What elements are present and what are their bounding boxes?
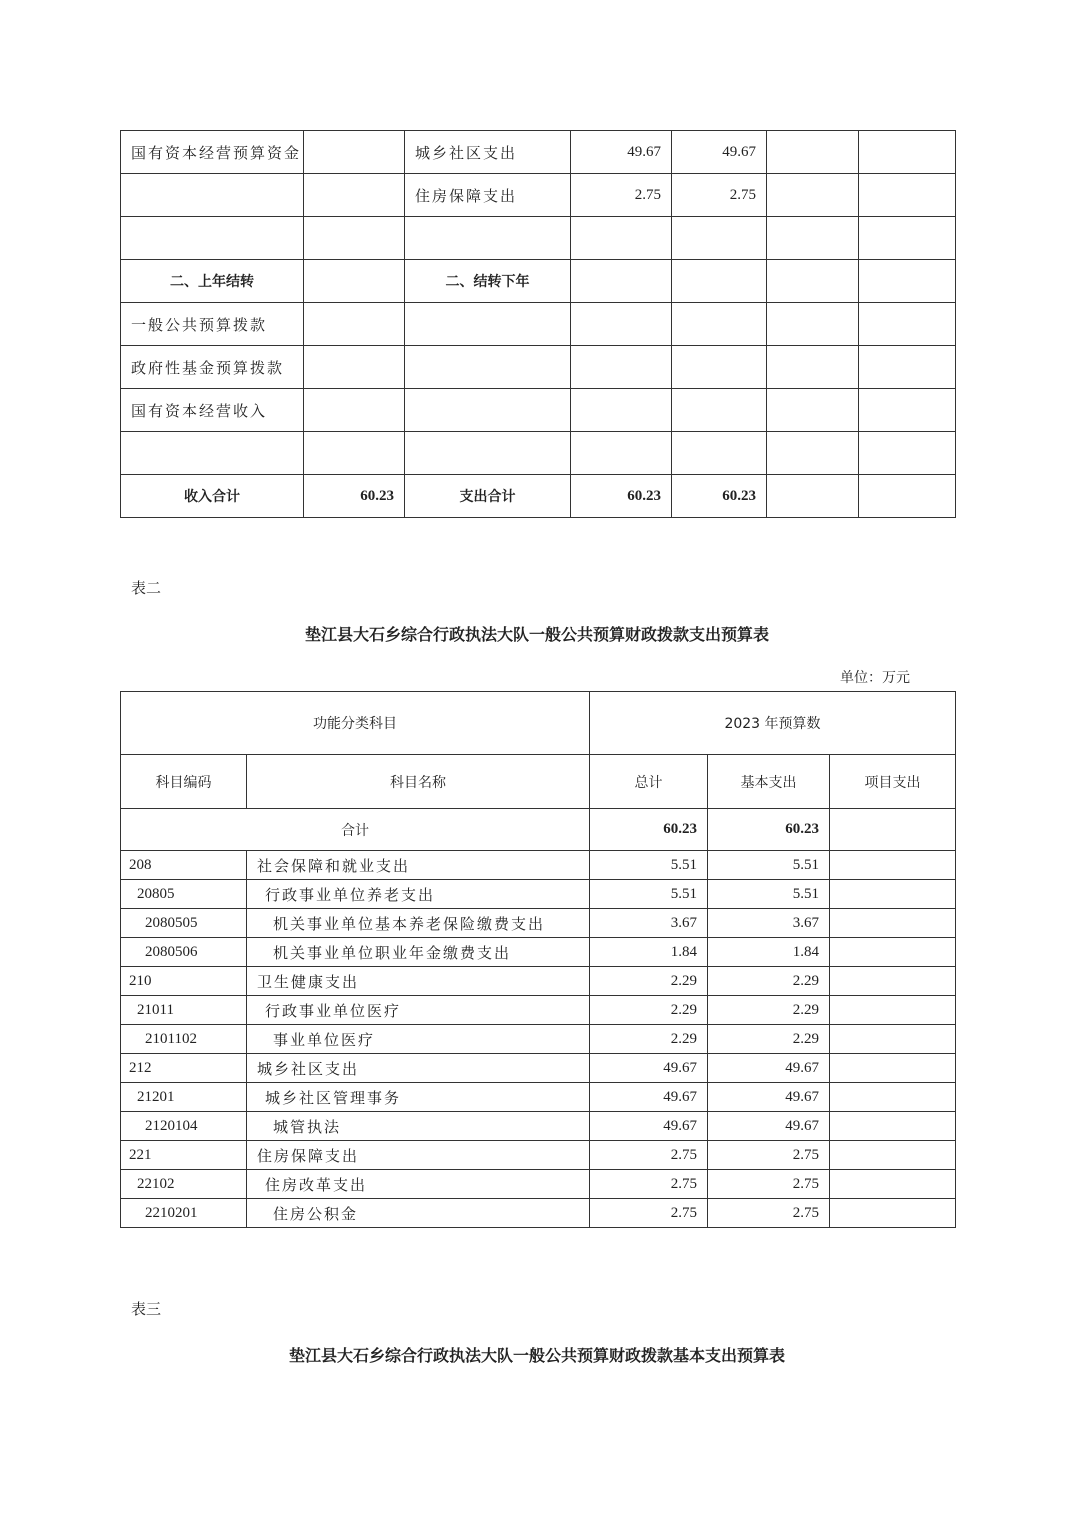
table-row: [121, 217, 956, 260]
row-name: 机关事业单位基本养老保险缴费支出: [247, 909, 590, 938]
table-cell: 国有资本经营预算资金: [121, 131, 304, 174]
table-cell: 城乡社区支出: [405, 131, 571, 174]
row-project: [830, 1054, 956, 1083]
row-total: 49.67: [590, 1112, 708, 1141]
table-row: [121, 909, 956, 938]
table-cell: 国有资本经营收入: [121, 389, 304, 432]
table-cell: [767, 432, 859, 475]
table-row: [121, 389, 956, 432]
table-cell: [304, 174, 405, 217]
row-total: 2.75: [590, 1170, 708, 1199]
row-project: [830, 1141, 956, 1170]
table-row: [121, 1083, 956, 1112]
row-code: 22102: [121, 1170, 247, 1199]
table-label-3: 表三: [131, 1300, 162, 1318]
table-cell: [121, 432, 304, 475]
table-row: [121, 1170, 956, 1199]
table-cell: [304, 346, 405, 389]
table-cell: [571, 217, 672, 260]
table-row: [121, 851, 956, 880]
table-cell: [672, 432, 767, 475]
table-cell: [571, 346, 672, 389]
row-basic: 49.67: [708, 1083, 830, 1112]
row-name: 城管执法: [247, 1112, 590, 1141]
row-total: 49.67: [590, 1083, 708, 1112]
table-row: [121, 432, 956, 475]
sum-project: [830, 809, 956, 851]
table-row: [121, 131, 956, 174]
row-project: [830, 880, 956, 909]
table-row: [121, 1054, 956, 1083]
table-cell: [304, 432, 405, 475]
row-project: [830, 1170, 956, 1199]
total-cell: 支出合计: [405, 475, 571, 518]
table-cell: [859, 131, 956, 174]
total-cell: 收入合计: [121, 475, 304, 518]
header-total: 总计: [590, 755, 708, 809]
table-row: [121, 303, 956, 346]
table-cell: 49.67: [571, 131, 672, 174]
table-cell: [304, 131, 405, 174]
header-func-category: 功能分类科目: [121, 692, 590, 755]
row-basic: 49.67: [708, 1054, 830, 1083]
total-cell: 60.23: [571, 475, 672, 518]
row-total: 2.29: [590, 967, 708, 996]
row-name: 卫生健康支出: [247, 967, 590, 996]
row-code: 20805: [121, 880, 247, 909]
row-basic: 49.67: [708, 1112, 830, 1141]
header-code: 科目编码: [121, 755, 247, 809]
row-project: [830, 967, 956, 996]
row-project: [830, 1025, 956, 1054]
row-code: 221: [121, 1141, 247, 1170]
table-cell: [767, 389, 859, 432]
row-project: [830, 1199, 956, 1228]
table-title-2: 垫江县大石乡综合行政执法大队一般公共预算财政拨款支出预算表: [304, 625, 769, 644]
row-name: 住房保障支出: [247, 1141, 590, 1170]
row-code: 208: [121, 851, 247, 880]
row-total: 5.51: [590, 851, 708, 880]
table-cell: 二、上年结转: [121, 260, 304, 303]
table-cell: [672, 217, 767, 260]
row-project: [830, 909, 956, 938]
income-expense-table: [120, 130, 956, 518]
row-code: 210: [121, 967, 247, 996]
table-cell: [672, 260, 767, 303]
table-cell: [571, 389, 672, 432]
table-cell: [121, 174, 304, 217]
row-basic: 2.29: [708, 996, 830, 1025]
table-cell: 二、结转下年: [405, 260, 571, 303]
table-cell: [121, 217, 304, 260]
row-name: 城乡社区管理事务: [247, 1083, 590, 1112]
table-cell: [859, 174, 956, 217]
row-code: 21201: [121, 1083, 247, 1112]
row-code: 212: [121, 1054, 247, 1083]
table-row: [121, 996, 956, 1025]
table-row: [121, 346, 956, 389]
row-basic: 2.75: [708, 1141, 830, 1170]
table-row: [121, 174, 956, 217]
row-total: 5.51: [590, 880, 708, 909]
table-row: [121, 880, 956, 909]
table-cell: [767, 217, 859, 260]
row-code: 2080506: [121, 938, 247, 967]
table-cell: 政府性基金预算拨款: [121, 346, 304, 389]
header-budget-year: 2023 年预算数: [590, 692, 956, 755]
total-cell: [767, 475, 859, 518]
row-basic: 2.29: [708, 967, 830, 996]
row-total: 2.29: [590, 1025, 708, 1054]
row-basic: 5.51: [708, 851, 830, 880]
table-cell: [571, 303, 672, 346]
row-project: [830, 1083, 956, 1112]
header-project: 项目支出: [830, 755, 956, 809]
row-name: 行政事业单位医疗: [247, 996, 590, 1025]
row-code: 2080505: [121, 909, 247, 938]
table-cell: [767, 346, 859, 389]
table-cell: [405, 389, 571, 432]
header-name: 科目名称: [247, 755, 590, 809]
table-cell: [672, 303, 767, 346]
table-cell: [767, 131, 859, 174]
table-cell: [304, 389, 405, 432]
table-row: [121, 1199, 956, 1228]
row-name: 住房改革支出: [247, 1170, 590, 1199]
table-cell: [672, 346, 767, 389]
total-row: [121, 475, 956, 518]
table-title-3: 垫江县大石乡综合行政执法大队一般公共预算财政拨款基本支出预算表: [288, 1346, 785, 1365]
row-name: 社会保障和就业支出: [247, 851, 590, 880]
row-basic: 3.67: [708, 909, 830, 938]
row-basic: 2.75: [708, 1199, 830, 1228]
row-project: [830, 938, 956, 967]
row-basic: 1.84: [708, 938, 830, 967]
table-cell: [304, 217, 405, 260]
unit-label: 单位：万元: [840, 670, 910, 686]
row-basic: 2.75: [708, 1170, 830, 1199]
row-project: [830, 1112, 956, 1141]
row-total: 49.67: [590, 1054, 708, 1083]
total-cell: 60.23: [304, 475, 405, 518]
table-cell: [571, 432, 672, 475]
table-row: [121, 967, 956, 996]
table-cell: [405, 217, 571, 260]
row-code: 2101102: [121, 1025, 247, 1054]
table-cell: [859, 217, 956, 260]
row-total: 2.75: [590, 1141, 708, 1170]
row-basic: 2.29: [708, 1025, 830, 1054]
table-cell: 49.67: [672, 131, 767, 174]
table-row: [121, 1025, 956, 1054]
table-cell: 2.75: [672, 174, 767, 217]
row-name: 住房公积金: [247, 1199, 590, 1228]
row-code: 21011: [121, 996, 247, 1025]
table-cell: 住房保障支出: [405, 174, 571, 217]
table-row: [121, 938, 956, 967]
row-basic: 5.51: [708, 880, 830, 909]
table-cell: [859, 432, 956, 475]
table-cell: [405, 432, 571, 475]
table-row: [121, 1112, 956, 1141]
sum-basic: 60.23: [708, 809, 830, 851]
row-name: 行政事业单位养老支出: [247, 880, 590, 909]
row-name: 事业单位医疗: [247, 1025, 590, 1054]
table-row: [121, 260, 956, 303]
row-total: 3.67: [590, 909, 708, 938]
sum-label: 合计: [121, 809, 590, 851]
row-total: 2.75: [590, 1199, 708, 1228]
table-cell: [571, 260, 672, 303]
table-cell: [859, 303, 956, 346]
table-cell: [859, 389, 956, 432]
row-code: 2210201: [121, 1199, 247, 1228]
table-cell: [767, 303, 859, 346]
row-project: [830, 996, 956, 1025]
total-cell: 60.23: [672, 475, 767, 518]
header-basic: 基本支出: [708, 755, 830, 809]
table-cell: 2.75: [571, 174, 672, 217]
table-cell: [859, 346, 956, 389]
table-cell: [767, 260, 859, 303]
table-cell: 一般公共预算拨款: [121, 303, 304, 346]
row-total: 1.84: [590, 938, 708, 967]
expenditure-budget-table: [120, 691, 956, 1228]
row-name: 城乡社区支出: [247, 1054, 590, 1083]
row-project: [830, 851, 956, 880]
table-cell: [859, 260, 956, 303]
table-cell: [304, 303, 405, 346]
table-cell: [405, 303, 571, 346]
total-cell: [859, 475, 956, 518]
row-total: 2.29: [590, 996, 708, 1025]
table-cell: [672, 389, 767, 432]
row-name: 机关事业单位职业年金缴费支出: [247, 938, 590, 967]
sum-total: 60.23: [590, 809, 708, 851]
table-label-2: 表二: [131, 579, 162, 597]
table-cell: [767, 174, 859, 217]
table-cell: [304, 260, 405, 303]
table-cell: [405, 346, 571, 389]
row-code: 2120104: [121, 1112, 247, 1141]
table-row: [121, 1141, 956, 1170]
